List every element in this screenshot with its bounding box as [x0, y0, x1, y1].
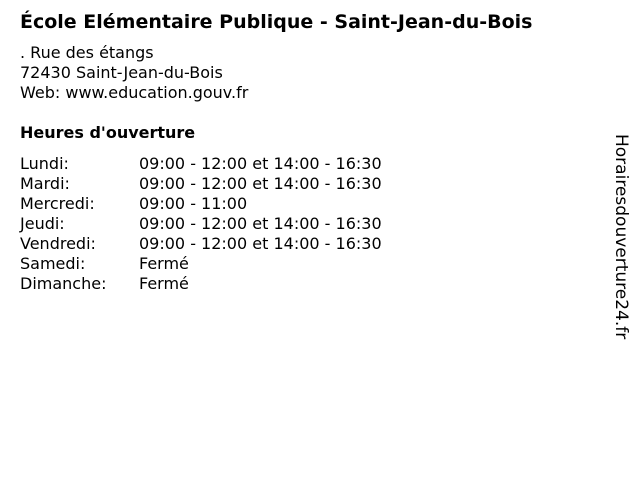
- day-label: Vendredi:: [20, 234, 96, 253]
- day-label: Lundi:: [20, 154, 69, 173]
- time-value: Fermé: [139, 274, 189, 293]
- hours-heading: Heures d'ouverture: [20, 123, 196, 142]
- address-block: [20, 43, 248, 103]
- postal-city: 72430 Saint-Jean-du-Bois: [20, 63, 223, 82]
- time-value: 09:00 - 12:00 et 14:00 - 16:30: [139, 174, 382, 193]
- site-watermark: Horairesdouverture24.fr: [611, 134, 631, 340]
- time-value: 09:00 - 12:00 et 14:00 - 16:30: [139, 154, 382, 173]
- time-value: 09:00 - 11:00: [139, 194, 248, 213]
- page-title: École Elémentaire Publique - Saint-Jean-du-Bois: [20, 11, 533, 33]
- website: Web: www.education.gouv.fr: [20, 83, 249, 102]
- street-address: . Rue des étangs: [20, 43, 154, 62]
- time-value: 09:00 - 12:00 et 14:00 - 16:30: [139, 214, 382, 233]
- day-label: Dimanche:: [20, 274, 107, 293]
- day-label: Mercredi:: [20, 194, 95, 213]
- day-label: Jeudi:: [20, 214, 65, 233]
- time-value: Fermé: [139, 254, 189, 273]
- day-label: Samedi:: [20, 254, 86, 273]
- time-value: 09:00 - 12:00 et 14:00 - 16:30: [139, 234, 382, 253]
- day-label: Mardi:: [20, 174, 70, 193]
